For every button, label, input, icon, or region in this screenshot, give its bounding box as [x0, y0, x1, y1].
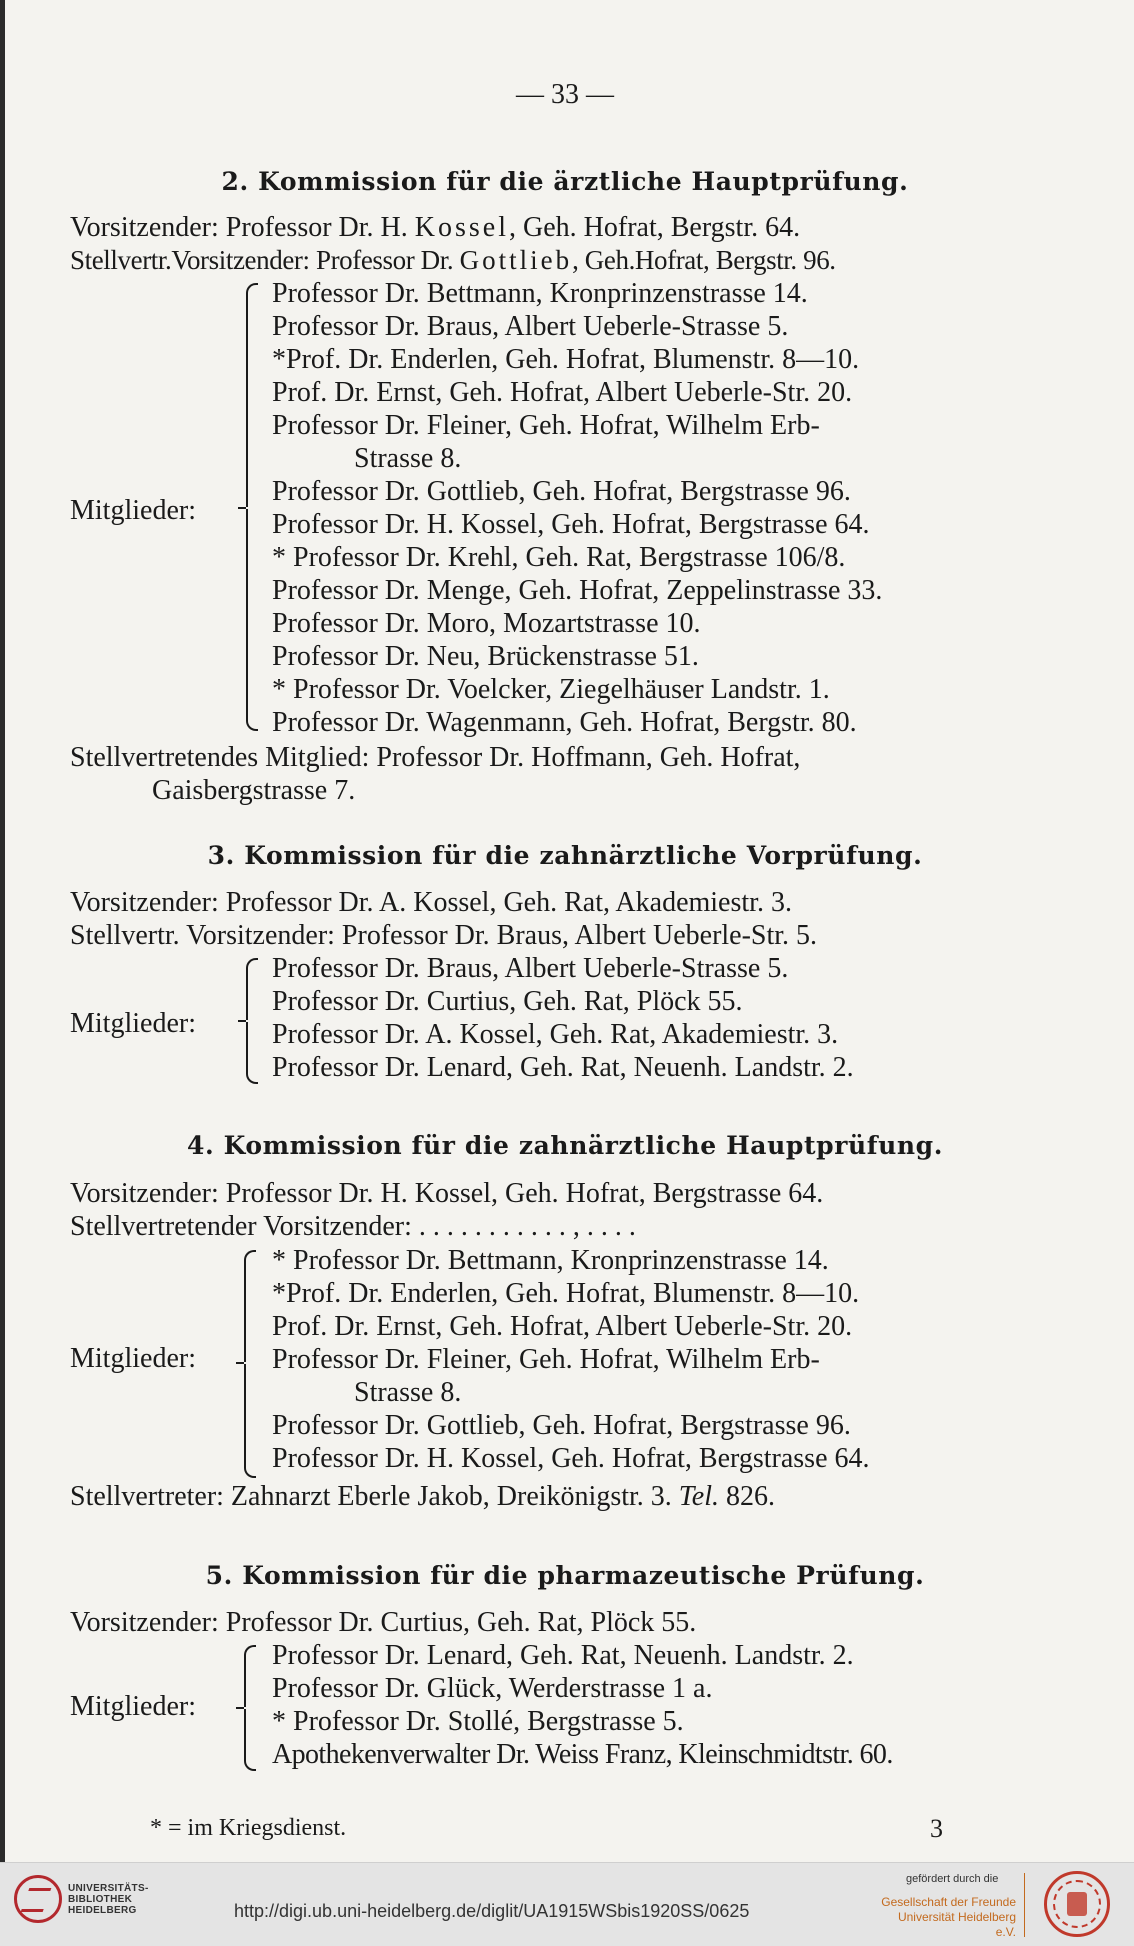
- sponsor-divider: [1024, 1873, 1025, 1937]
- chair-line-3: Vorsitzender: Professor Dr. A. Kossel, Geh. Rat, Akademiestr. 3.: [70, 887, 792, 918]
- section-heading-4: 4. Kommission für die zahnärztliche Hauptprüfung.: [186, 1131, 944, 1160]
- member-item: Professor Dr. Menge, Geh. Hofrat, Zeppelinstrasse 33.: [272, 575, 883, 606]
- page-number: — 33 —: [516, 79, 614, 110]
- member-item: Professor Dr. Moro, Mozartstrasse 10.: [272, 608, 701, 639]
- member-item: Professor Dr. Wagenmann, Geh. Hofrat, Bergstr. 80.: [272, 707, 857, 738]
- members-list-5: [272, 1639, 1092, 1771]
- members-brace-4: [238, 1250, 258, 1478]
- member-item: Professor Dr. Fleiner, Geh. Hofrat, Wilhelm Erb-: [272, 410, 820, 441]
- member-item: Professor Dr. Bettmann, Kronprinzenstrasse 14.: [272, 278, 808, 309]
- member-item: Prof. Dr. Ernst, Geh. Hofrat, Albert Ueberle-Str. 20.: [272, 1311, 853, 1342]
- scan-edge: [0, 0, 5, 1862]
- member-item: Professor Dr. H. Kossel, Geh. Hofrat, Bergstrasse 64.: [272, 509, 870, 540]
- member-item: Professor Dr. Braus, Albert Ueberle-Strasse 5.: [272, 953, 789, 984]
- member-item: * Professor Dr. Krehl, Geh. Rat, Bergstrasse 106/8.: [272, 542, 846, 573]
- members-label-4: Mitglieder:: [70, 1343, 196, 1374]
- member-item: Apothekenverwalter Dr. Weiss Franz, Kleinschmidtstr. 60.: [272, 1739, 893, 1770]
- member-item: *Prof. Dr. Enderlen, Geh. Hofrat, Blumenstr. 8—10.: [272, 1278, 860, 1309]
- section-heading-3: 3. Kommission für die zahnärztliche Vorprüfung.: [207, 841, 923, 870]
- library-logo-icon[interactable]: [14, 1875, 62, 1923]
- section-heading-2: 2. Kommission für die ärztliche Hauptprüfung.: [221, 167, 909, 196]
- member-item: Professor Dr. Braus, Albert Ueberle-Strasse 5.: [272, 311, 789, 342]
- chair-line-5: Vorsitzender: Professor Dr. Curtius, Geh. Rat, Plöck 55.: [70, 1607, 697, 1638]
- member-item: Professor Dr. Glück, Werderstrasse 1 a.: [272, 1673, 713, 1704]
- sponsor-name: Gesellschaft der Freunde Universität Heidelberg e.V.: [881, 1895, 1016, 1939]
- member-item: Professor Dr. Lenard, Geh. Rat, Neuenh. Landstr. 2.: [272, 1052, 854, 1083]
- vice-chair-line-2: Stellvertr.Vorsitzender: Professor Dr. Gottlieb, Geh.Hofrat, Bergstr. 96.: [70, 245, 836, 275]
- sponsor-prefix: gefördert durch die: [906, 1873, 999, 1885]
- members-list-4: [272, 1244, 1092, 1475]
- members-label-5: Mitglieder:: [70, 1691, 196, 1722]
- footnote: * = im Kriegsdienst.: [150, 1815, 347, 1841]
- deputy-line-2a: Stellvertretendes Mitglied: Professor Dr. Hoffmann, Geh. Hofrat,: [70, 742, 801, 773]
- member-item: Professor Dr. Lenard, Geh. Rat, Neuenh. Landstr. 2.: [272, 1640, 854, 1671]
- members-list-2: [272, 277, 1092, 739]
- member-item: * Professor Dr. Voelcker, Ziegelhäuser Landstr. 1.: [272, 674, 830, 705]
- member-item: Strasse 8.: [354, 443, 462, 474]
- substitute-line-4: Stellvertreter: Zahnarzt Eberle Jakob, Dreikönigstr. 3. Tel. 826.: [70, 1481, 776, 1512]
- member-item: Professor Dr. H. Kossel, Geh. Hofrat, Bergstrasse 64.: [272, 1443, 870, 1474]
- member-item: Professor Dr. Gottlieb, Geh. Hofrat, Bergstrasse 96.: [272, 476, 851, 507]
- permalink-url[interactable]: http://digi.ub.uni-heidelberg.de/diglit/UA1915WSbis1920SS/0625: [234, 1901, 750, 1921]
- deputy-line-2b: Gaisbergstrasse 7.: [152, 775, 356, 806]
- library-name: UNIVERSITÄTS- BIBLIOTHEK HEIDELBERG: [68, 1883, 149, 1916]
- section-heading-5: 5. Kommission für die pharmazeutische Prüfung.: [205, 1561, 925, 1590]
- vice-chair-line-4: Stellvertretender Vorsitzender: . . . . . . . . . . . , . . . .: [70, 1211, 636, 1242]
- member-item: Professor Dr. A. Kossel, Geh. Rat, Akademiestr. 3.: [272, 1019, 839, 1050]
- member-item: Professor Dr. Fleiner, Geh. Hofrat, Wilhelm Erb-: [272, 1344, 820, 1375]
- chair-line-4: Vorsitzender: Professor Dr. H. Kossel, Geh. Hofrat, Bergstrasse 64.: [70, 1178, 824, 1209]
- member-item: Professor Dr. Neu, Brückenstrasse 51.: [272, 641, 699, 672]
- members-label-2: Mitglieder:: [70, 495, 196, 526]
- signature-mark: 3: [930, 1814, 943, 1843]
- member-item: * Professor Dr. Stollé, Bergstrasse 5.: [272, 1706, 684, 1737]
- member-item: Professor Dr. Curtius, Geh. Rat, Plöck 55.: [272, 986, 743, 1017]
- vice-chair-line-3: Stellvertr. Vorsitzender: Professor Dr. Braus, Albert Ueberle-Str. 5.: [70, 920, 818, 951]
- member-item: Strasse 8.: [354, 1377, 462, 1408]
- viewer-footer: [0, 1862, 1134, 1946]
- member-item: Prof. Dr. Ernst, Geh. Hofrat, Albert Ueberle-Str. 20.: [272, 377, 853, 408]
- members-brace-5: [238, 1645, 258, 1771]
- chair-line-2: Vorsitzender: Professor Dr. H. Kossel, Geh. Hofrat, Bergstr. 64.: [70, 212, 801, 243]
- member-item: * Professor Dr. Bettmann, Kronprinzenstrasse 14.: [272, 1245, 829, 1276]
- member-item: *Prof. Dr. Enderlen, Geh. Hofrat, Blumenstr. 8—10.: [272, 344, 860, 375]
- members-label-3: Mitglieder:: [70, 1008, 196, 1039]
- member-item: Professor Dr. Gottlieb, Geh. Hofrat, Bergstrasse 96.: [272, 1410, 851, 1441]
- university-seal-icon[interactable]: [1044, 1871, 1110, 1937]
- members-brace-3: [240, 958, 260, 1084]
- members-list-3: [272, 952, 1092, 1084]
- members-brace-2: [240, 283, 260, 731]
